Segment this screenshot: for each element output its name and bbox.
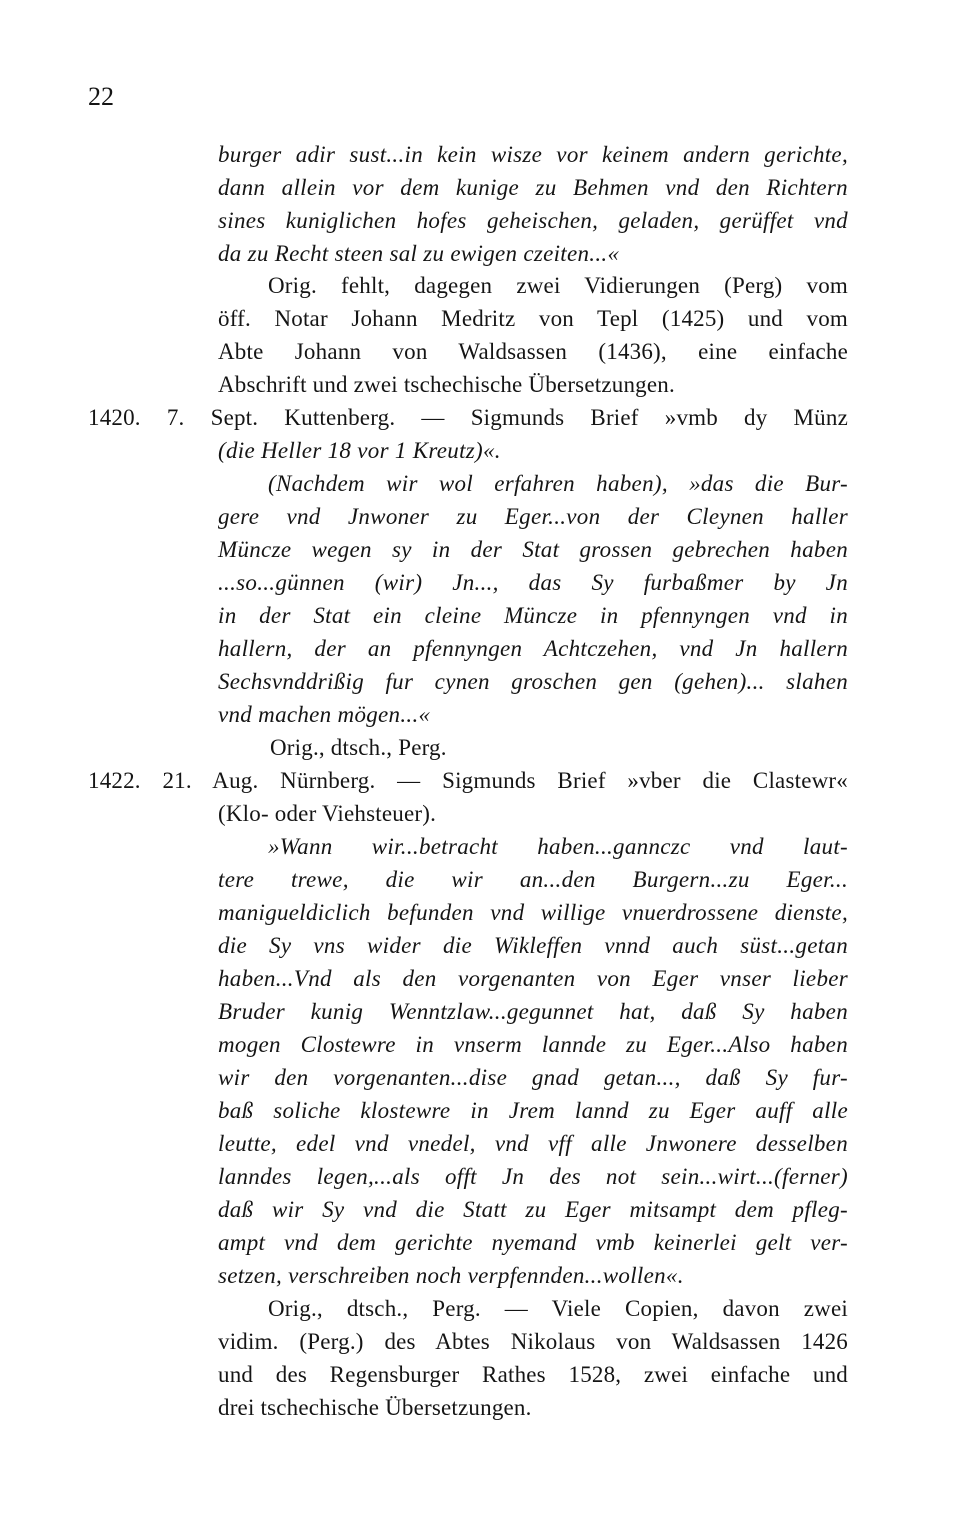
- quote-line: burger adir sust...in kein wisze vor keinem andern gerichte,: [218, 142, 848, 167]
- source-note-line: Orig. fehlt, dagegen zwei Vidierungen (Perg) vom: [268, 273, 848, 298]
- quote-line: haben...Vnd als den vorgenanten von Eger vnser lieber: [218, 966, 848, 991]
- quote-line: Sechsvnddrißig fur cynen groschen gen (gehen)... slahen: [218, 669, 848, 694]
- quote-line: daß wir Sy vnd die Statt zu Eger mitsampt dem pfleg-: [218, 1197, 848, 1222]
- source-note-line: Abschrift und zwei tschechische Übersetzungen.: [218, 372, 675, 397]
- quote-line: wir den vorgenanten...dise gnad getan..., daß Sy fur-: [218, 1065, 848, 1090]
- quote-line: »Wann wir...betracht haben...gannczc vnd laut-: [268, 834, 848, 859]
- quote-line: baß soliche klostewre in Jrem lannd zu Eger auff alle: [218, 1098, 848, 1123]
- entry-date-heading: 1422. 21. Aug. Nürnberg. — Sigmunds Brief »vber die Clastewr«: [88, 768, 848, 793]
- quote-line: (Nachdem wir wol erfahren haben), »das die Bur-: [268, 471, 848, 496]
- quote-line: tere trewe, die wir an...den Burgern...zu Eger...: [218, 867, 848, 892]
- quote-line: leutte, edel vnd vnedel, vnd vff alle Jnwonere desselben: [218, 1131, 848, 1156]
- quote-line: ampt vnd dem gerichte nyemand vmb keinerlei gelt ver-: [218, 1230, 848, 1255]
- entry-date-heading-cont: (die Heller 18 vor 1 Kreutz)«.: [218, 438, 501, 463]
- source-note-line: öff. Notar Johann Medritz von Tepl (1425) und vom: [218, 306, 848, 331]
- entry-date-heading: 1420. 7. Sept. Kuttenberg. — Sigmunds Brief »vmb dy Münz: [88, 405, 848, 430]
- quote-line: in der Stat ein cleine Müncze in pfennyngen vnd in: [218, 603, 848, 628]
- source-note-line: und des Regensburger Rathes 1528, zwei einfache und: [218, 1362, 848, 1387]
- source-note-line: Orig., dtsch., Perg. — Viele Copien, davon zwei: [268, 1296, 848, 1321]
- source-note-line: Abte Johann von Waldsassen (1436), eine einfache: [218, 339, 848, 364]
- source-note-line: vidim. (Perg.) des Abtes Nikolaus von Waldsassen 1426: [218, 1329, 848, 1354]
- source-note-line: drei tschechische Übersetzungen.: [218, 1395, 532, 1420]
- quote-line: gere vnd Jnwoner zu Eger...von der Cleynen haller: [218, 504, 848, 529]
- quote-line: da zu Recht steen sal zu ewigen czeiten...«: [218, 241, 620, 266]
- page-number: 22: [88, 82, 114, 111]
- quote-line: Bruder kunig Wenntzlaw...gegunnet hat, daß Sy haben: [218, 999, 848, 1024]
- quote-line: manigueldiclich befunden vnd willige vnuerdrossene dienste,: [218, 900, 848, 925]
- quote-line: setzen, verschreiben noch verpfennden...wollen«.: [218, 1263, 684, 1288]
- source-note-line: Orig., dtsch., Perg.: [270, 735, 447, 760]
- quote-line: mogen Clostewre in vnserm lannde zu Eger...Also haben: [218, 1032, 848, 1057]
- quote-line: lanndes legen,...als offt Jn des not sein...wirt...(ferner): [218, 1164, 848, 1189]
- quote-line: Müncze wegen sy in der Stat grossen gebrechen haben: [218, 537, 848, 562]
- quote-line: die Sy vns wider die Wikleffen vnnd auch süst...getan: [218, 933, 848, 958]
- quote-line: ...so...günnen (wir) Jn..., das Sy furbaßmer by Jn: [218, 570, 848, 595]
- quote-line: sines kuniglichen hofes geheischen, geladen, gerüffet vnd: [218, 208, 848, 233]
- quote-line: dann allein vor dem kunige zu Behmen vnd den Richtern: [218, 175, 848, 200]
- quote-line: vnd machen mögen...«: [218, 702, 431, 727]
- entry-date-heading-cont: (Klo- oder Viehsteuer).: [218, 801, 437, 826]
- quote-line: hallern, der an pfennyngen Achtczehen, vnd Jn hallern: [218, 636, 848, 661]
